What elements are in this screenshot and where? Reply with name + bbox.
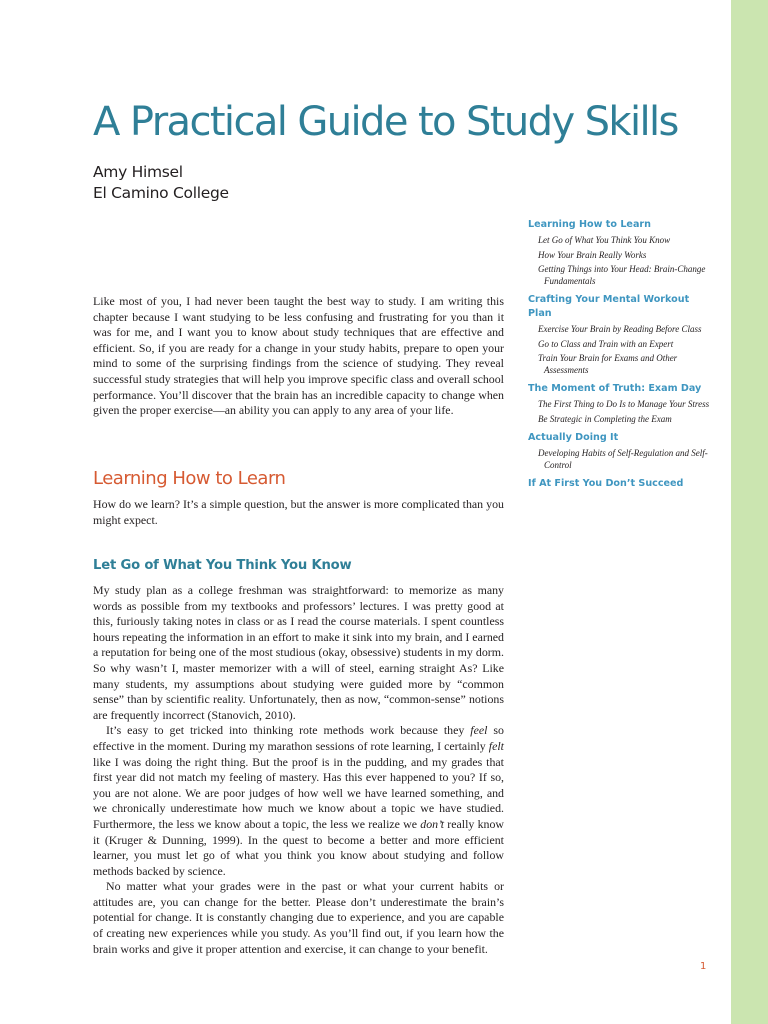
document-title: A Practical Guide to Study Skills: [93, 99, 678, 145]
toc-item[interactable]: Train Your Brain for Exams and Other Assessments: [538, 353, 678, 375]
table-of-contents: [528, 218, 714, 494]
toc-heading[interactable]: Learning How to Learn: [528, 219, 651, 230]
toc-item[interactable]: Be Strategic in Completing the Exam: [538, 413, 672, 424]
toc-heading[interactable]: If At First You Don’t Succeed: [528, 478, 684, 489]
toc-heading[interactable]: The Moment of Truth: Exam Day: [528, 383, 702, 394]
section-intro: [93, 497, 504, 528]
toc-section: [528, 477, 714, 491]
subsection-body: [93, 583, 504, 957]
toc-section: [528, 293, 714, 376]
toc-section: [528, 431, 714, 471]
page-number: 1: [700, 961, 707, 972]
toc-section: [528, 382, 714, 425]
toc-item[interactable]: Let Go of What You Think You Know: [538, 235, 671, 245]
toc-item[interactable]: Getting Things into Your Head: Brain-Change Fundamentals: [538, 264, 706, 286]
toc-heading[interactable]: Actually Doing It: [528, 432, 619, 443]
body-text: No matter what your grades were in the past or what your current habits or attitudes are, you can change for the better. Please don’t underestimate the brain’s potential for change. It is constantly changing due to experience, and you are capable of creating new experiences while you study. As you’ll find out, if you learn how the brain works and give it proper attention and exercise, it can change to your benefit.: [93, 879, 504, 956]
toc-item[interactable]: The First Thing to Do Is to Manage Your Stress: [538, 399, 710, 409]
section-heading: Learning How to Learn: [93, 468, 286, 489]
author-name: Amy Himsel: [93, 163, 183, 181]
author-block: [93, 162, 229, 204]
toc-item[interactable]: How Your Brain Really Works: [538, 249, 647, 260]
toc-item[interactable]: Go to Class and Train with an Expert: [538, 338, 674, 349]
toc-section: [528, 218, 714, 287]
toc-item[interactable]: Exercise Your Brain by Reading Before Class: [538, 324, 702, 334]
toc-heading[interactable]: Crafting Your Mental Workout Plan: [528, 294, 690, 319]
subsection-heading: Let Go of What You Think You Know: [93, 558, 352, 573]
side-color-band: [731, 0, 768, 1024]
intro-paragraph: [93, 294, 504, 419]
body-text: Like most of you, I had never been taught the best way to study. I am writing this chapter because I want studying to be less confusing and frustrating for you than it was for me, and I want you to know about study techniques that are effective and efficient. So, if you are ready for a change in your study habits, prepare to open your mind to some of the surprising findings from the science of studying. They reveal successful study strategies that will help you improve specific class and overall school performance. You’ll discover that the brain has an incredible capacity to change when given the proper exercise—an ability you can apply to any area of your life.: [93, 294, 504, 418]
body-text: It’s easy to get tricked into thinking rote methods work because they feel so effective in the moment. During my marathon sessions of rote learning, I certainly felt like I was doing the right thing. But the proof is in the pudding, and my grades that first year did not match my feeling of mastery. Has this ever happened to you? If so, you are not alone. We are poor judges of how well we have learned something, and we chronically underestimate how much we know about a topic we have studied. Furthermore, the less we know about a topic, the less we realize we don’t really know it (Kruger & Dunning, 1999). In the quest to become a better and more efficient learner, you must let go of what you think you know about studying and follow methods backed by science.: [93, 723, 505, 878]
body-text: My study plan as a college freshman was straightforward: to memorize as many words as possible from my textbooks and professors’ lectures. I was pretty good at this, furiously taking notes in class or as I read the course materials. I spent countless hours repeating the information in an effort to make it sink into my brain, and I earned a reputation for being one of the most studious (okay, obsessive) students in my dorm. So why wasn’t I, master memorizer with a will of steel, earning straight As? Like many students, my assumptions about studying were guided more by “common sense” than by scientific reality. Unfortunately, then as now, “common-sense” notions are frequently incorrect (Stanovich, 2010).: [93, 583, 504, 722]
author-affiliation: El Camino College: [93, 184, 229, 202]
body-text: How do we learn? It’s a simple question, but the answer is more complicated than you might expect.: [93, 497, 504, 527]
toc-item[interactable]: Developing Habits of Self-Regulation and Self-Control: [538, 448, 708, 470]
